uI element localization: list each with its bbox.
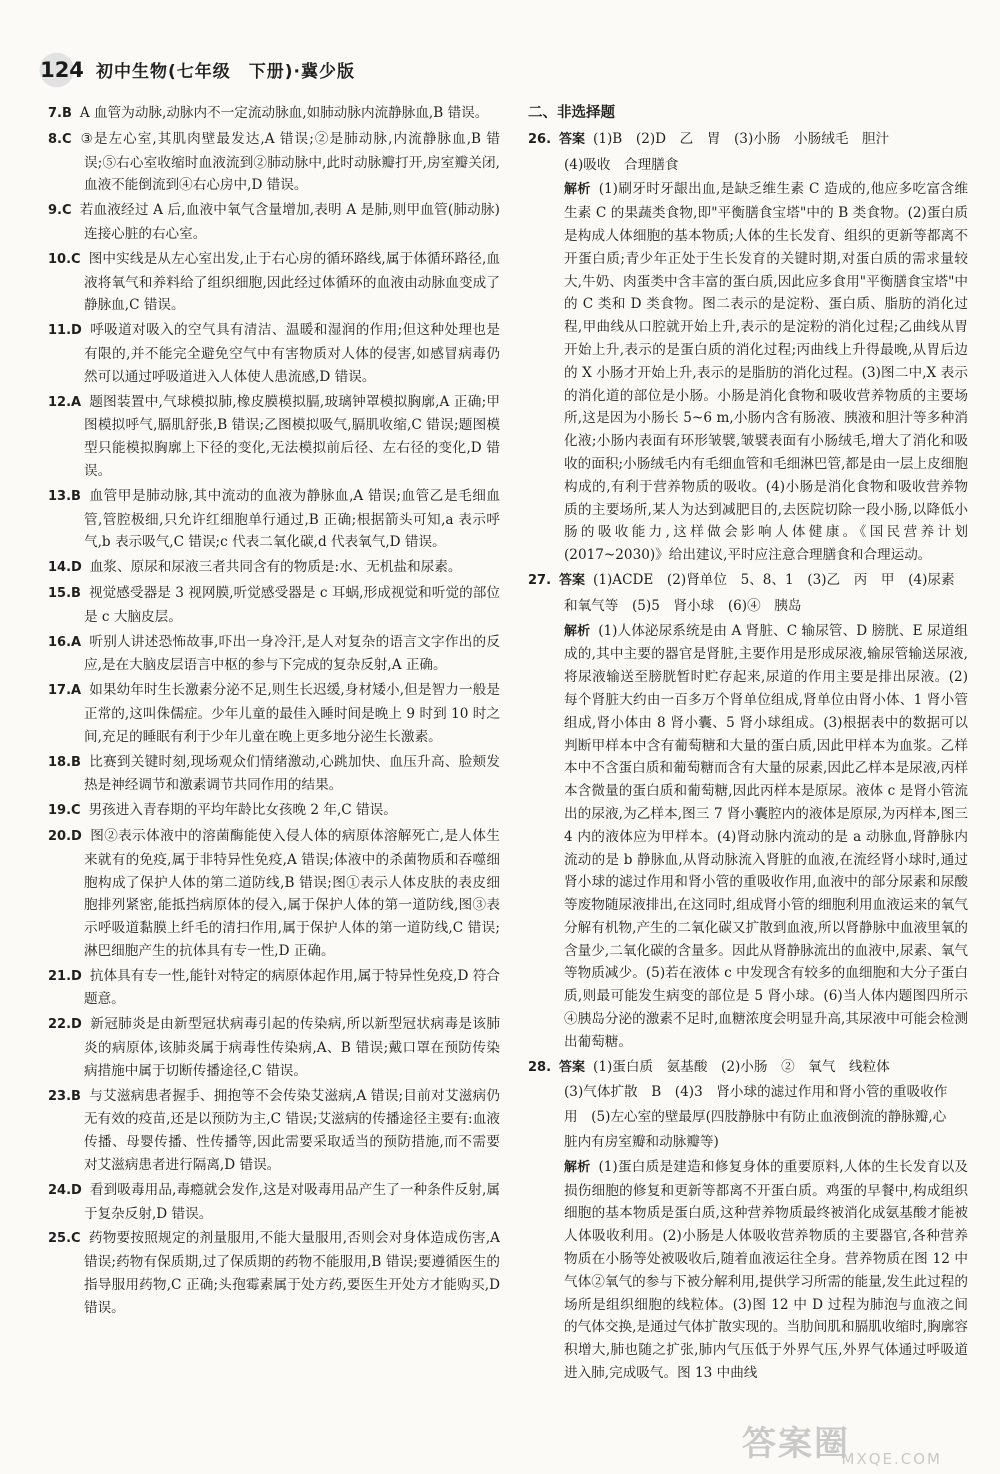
answer-item-number: 19.C <box>48 803 81 819</box>
answer-item <box>48 319 500 388</box>
answer-item <box>48 391 500 483</box>
answer-item-number: 7.B <box>48 106 72 121</box>
answer-item-number: 22.D <box>48 1017 82 1033</box>
q27-answer-line-1 <box>528 569 968 593</box>
q27-answer-line-2: 和氧气等 (5)5 肾小球 (6)④ 胰岛 <box>564 597 802 614</box>
q28-analysis-text: (1)蛋白质是建造和修复身体的重要原料,人体的生长发育以及损伤细胞的修复和更新等都离不开蛋白质。鸡蛋的早餐中,构成组织细胞的基本物质是蛋白质,这种营养物质最终被消化成氨基酸才能被人体吸收利用。(2)小肠是人体吸收营养物质的主要器官,各种营养物质在小肠等处被吸收后,随着血液运往全身。营养物质在图 12 中气体②氧气的参与下被分解利用,提供学习所需的能量,发生此过程的场所是组织细胞的线粒体。(3)图 12 中 D 过程为肺泡与血液之间的气体交换,是通过气体扩散实现的。当肋间肌和膈肌收缩时,胸廓容积增大,肺也随之扩张,肺内气压低于外界气压,外界气体通过呼吸道进入肺,完成吸气。图 13 中曲线 <box>564 1158 968 1382</box>
watermark <box>742 1416 972 1468</box>
answer-item <box>48 248 500 317</box>
answer-item-number: 13.B <box>48 488 81 504</box>
answer-item <box>48 199 500 246</box>
answer-item <box>48 631 500 678</box>
q28-analysis-label: 解析 <box>564 1159 591 1175</box>
answer-item <box>48 965 500 1012</box>
answer-item <box>48 128 500 197</box>
page-number: 124 <box>36 50 88 90</box>
q27-answer-label: 答案 <box>559 572 586 588</box>
answer-item-text: 药物要按照规定的剂量服用,不能大量服用,否则会对身体造成伤害,A 错误;药物有保质期,过了保质期的药物不能服用,B 错误;要遵循医生的指导服用药物,C 正确;头孢霉素属于处方药,要医生开处方才能购买,D 错误。 <box>84 1230 500 1316</box>
answer-item-number: 21.D <box>48 968 82 984</box>
question-27 <box>528 569 968 1054</box>
answer-item-number: 20.D <box>48 828 82 844</box>
q27-answer-text-1: (1)ACDE (2)肾单位 5、8、1 (3)乙 丙 甲 (4)尿素 <box>593 571 955 588</box>
q28-answer-label: 答案 <box>559 1059 586 1075</box>
q26-analysis <box>528 178 968 567</box>
answer-item <box>48 1227 500 1319</box>
answer-item-number: 9.C <box>48 203 72 219</box>
answer-item <box>48 102 500 126</box>
answer-item-text: 看到吸毒用品,毒瘾就会发作,这是对吸毒用品产生了一种条件反射,属于复杂反射,D 错误。 <box>84 1181 500 1222</box>
answer-item-text: 如果幼年时生长激素分泌不足,则生长迟缓,身材矮小,但是智力一般是正常的,这叫侏儒症。少年儿童的最佳入睡时间是晚上 9 时到 10 时之间,充足的睡眠有利于少年儿童在晚上更多地分泌生长激素。 <box>84 682 500 745</box>
q26-analysis-text: (1)刷牙时牙龈出血,是缺乏维生素 C 造成的,他应多吃富含维生素 C 的果蔬类食物,即"平衡膳食宝塔"中的 B 类食物。(2)蛋白质是构成人体细胞的基本物质;人体的生长发育、组织的更新等都离不开蛋白质;青少年正处于生长发育的关键时期,对蛋白质的需求量较大,牛奶、肉蛋类中含丰富的蛋白质,因此应多食用"平衡膳食宝塔"中的 C 类和 D 类食物。图二表示的是淀粉、蛋白质、脂肪的消化过程,甲曲线从口腔就开始上升,表示的是淀粉的消化过程;乙曲线从胃开始上升,表示的是蛋白质的消化过程;丙曲线上升得最晚,从胃后边的 X 小肠才开始上升,表示的是脂肪的消化过程。(3)图二中,X 表示的消化道的部位是小肠。小肠是消化食物和吸收营养物质的主要场所,这是因为小肠长 5~6 m,小肠内含有肠液、胰液和胆汁等多种消化液;小肠内表面有环形皱襞,皱襞表面有小肠绒毛,增大了消化和吸收的面积;小肠绒毛内有毛细血管和毛细淋巴管,都是由一层上皮细胞构成的,有利于营养物质的吸收。(4)小肠是消化食物和吸收营养物质的主要场所,某人为达到减肥目的,去医院切除一段小肠,以降低小肠的吸收能力,这样做会影响人体健康。《国民营养计划(2017~2030)》给出建议,平时应注意合理膳食和合理运动。 <box>564 181 968 564</box>
q28-analysis <box>528 1156 968 1385</box>
answer-item <box>48 582 500 629</box>
answer-item-number: 16.A <box>48 634 82 650</box>
q26-answer-line-2: (4)吸收 合理膳食 <box>564 156 679 173</box>
q28-answer-line-1 <box>528 1056 968 1080</box>
answer-item <box>48 485 500 554</box>
answer-item-text: 图中实线是从左心室出发,止于右心房的循环路线,属于体循环路径,血液将氧气和养料给了组织细胞,因此经过体循环的血液由动脉血变成了静脉血,C 错误。 <box>84 250 500 314</box>
answer-item-text: 血浆、原尿和尿液三者共同含有的物质是:水、无机盐和尿素。 <box>89 559 462 576</box>
answer-item-number: 25.C <box>48 1231 81 1247</box>
answer-item-text: 血管甲是肺动脉,其中流动的血液为静脉血,A 错误;血管乙是毛细血管,管腔极细,只允许红细胞单行通过,B 正确;根据箭头可知,a 表示呼气,b 表示吸气,C 错误;c 代表二氧化碳,d 代表氧气,D 错误。 <box>84 487 500 551</box>
answer-item-number: 24.D <box>48 1182 82 1198</box>
answer-item-number: 11.D <box>48 323 82 339</box>
answer-item-number: 10.C <box>48 251 81 267</box>
q26-analysis-label: 解析 <box>564 182 591 198</box>
question-26 <box>528 128 968 567</box>
answer-item-number: 12.A <box>48 394 82 410</box>
right-column <box>528 102 968 1387</box>
answer-item-text: 视觉感受器是 3 视网膜,听觉感受器是 c 耳蜗,形成视觉和听觉的部位是 c 大脑皮层。 <box>84 584 500 625</box>
answer-item <box>48 825 500 963</box>
q28-number: 28. <box>528 1059 552 1075</box>
answer-item-text: A 血管为动脉,动脉内不一定流动脉血,如肺动脉内流静脉血,B 错误。 <box>79 105 489 121</box>
q28-answer-line-2: (3)气体扩散 B (4)3 肾小球的滤过作用和肾小管的重吸收作 <box>564 1084 948 1101</box>
left-column <box>48 102 500 1322</box>
section-title: 二、非选择题 <box>528 105 615 121</box>
q26-answer-label: 答案 <box>559 131 586 147</box>
answer-item <box>48 751 500 798</box>
answer-item-number: 18.B <box>48 754 81 770</box>
answer-item-text: 题图装置中,气球模拟肺,橡皮膜模拟膈,玻璃钟罩模拟胸廓,A 正确;甲图模拟呼气,膈肌舒张,B 错误;乙图模拟吸气,膈肌收缩,C 错误;题图模型只能模拟胸廓上下径的变化,无法模拟前后径、左右径的变化,D 错误。 <box>84 393 500 479</box>
answer-item <box>48 1085 500 1177</box>
q28-answer-line-4: 脏内有房室瓣和动脉瓣等) <box>564 1134 719 1151</box>
q28-answer-text-1: (1)蛋白质 氨基酸 (2)小肠 ② 氧气 线粒体 <box>593 1058 890 1075</box>
answer-item <box>48 556 500 580</box>
answer-item-text: 男孩进入青春期的平均年龄比女孩晚 2 年,C 错误。 <box>88 802 397 819</box>
answer-item-text: ③是左心室,其肌肉壁最发达,A 错误;②是肺动脉,内流静脉血,B 错误;⑤右心室收缩时血液流到②肺动脉中,此时动脉瓣打开,房室瓣关闭,血液不能倒流到④右心房中,D 错误。 <box>79 130 500 194</box>
answer-item-text: 与艾滋病患者握手、拥抱等不会传染艾滋病,A 错误;目前对艾滋病仍无有效的疫苗,还是以预防为主,C 错误;艾滋病的传播途径主要有:血液传播、母婴传播、性传播等,因此需要采取适当的预防措施,而不需要对艾滋病患者进行隔离,D 错误。 <box>84 1087 500 1174</box>
answer-item <box>48 1013 500 1082</box>
answer-item-text: 听别人讲述恐怖故事,吓出一身冷汗,是人对复杂的语言文字作出的反应,是在大脑皮层语言中枢的参与下完成的复杂反射,A 正确。 <box>84 633 500 674</box>
q27-number: 27. <box>528 572 552 588</box>
page-header <box>36 50 966 90</box>
answer-item-number: 23.B <box>48 1088 81 1104</box>
q26-answer-line-1 <box>528 128 968 152</box>
q26-number: 26. <box>528 131 552 147</box>
answer-item <box>48 1179 500 1226</box>
answer-item-number: 8.C <box>48 131 72 147</box>
answer-item <box>48 679 500 748</box>
question-28 <box>528 1056 968 1385</box>
q28-answer-line-3: 用 (5)左心室的壁最厚(四肢静脉中有防止血液倒流的静脉瓣,心 <box>564 1109 947 1126</box>
answer-item-number: 15.B <box>48 585 81 601</box>
answer-item <box>48 799 500 823</box>
book-title: 初中生物(七年级 下册)·冀少版 <box>96 62 355 82</box>
q27-analysis-label: 解析 <box>564 623 591 639</box>
answer-item-number: 17.A <box>48 683 82 699</box>
answer-item-text: 若血液经过 A 后,血液中氧气含量增加,表明 A 是肺,则甲血管(肺动脉)连接心脏的右心室。 <box>79 202 500 242</box>
answer-item-text: 比赛到关键时刻,现场观众们情绪激动,心跳加快、血压升高、脸颊发热是神经调节和激素调节共同作用的结果。 <box>84 753 500 794</box>
q27-analysis <box>528 620 968 1054</box>
answer-item-text: 抗体具有专一性,能针对特定的病原体起作用,属于特异性免疫,D 符合题意。 <box>84 967 500 1008</box>
watermark-logo-text: 答案圈 <box>742 1424 850 1464</box>
answer-item-text: 新冠肺炎是由新型冠状病毒引起的传染病,所以新型冠状病毒是该肺炎的病原体,该肺炎属于病毒性传染病,A、B 错误;戴口罩在预防传染病措施中属于切断传播途径,C 错误。 <box>84 1016 500 1079</box>
answer-item-text: 图②表示体液中的溶菌酶能使入侵人体的病原体溶解死亡,是人体生来就有的免疫,属于非特异性免疫,A 错误;体液中的杀菌物质和吞噬细胞构成了保护人体的第二道防线,B 错误;图①表示人体皮肤的表皮细胞排列紧密,能抵挡病原体的侵入,属于保护人体的第一道防线,图③表示呼吸道黏膜上纤毛的清扫作用,属于保护人体的第一道防线,C 错误;淋巴细胞产生的抗体具有专一性,D 正确。 <box>84 827 500 959</box>
answer-item-text: 呼吸道对吸入的空气具有清洁、温暖和湿润的作用;但这种处理也是有限的,并不能完全避免空气中有害物质对人体的侵害,如感冒病毒仍然可以通过呼吸道进入人体使人患流感,D 错误。 <box>84 322 500 385</box>
answer-item-number: 14.D <box>48 560 82 576</box>
q26-answer-text-1: (1)B (2)D 乙 胃 (3)小肠 小肠绒毛 胆汁 <box>593 130 890 147</box>
watermark-url: MXQE.COM <box>841 1450 942 1468</box>
q27-analysis-text: (1)人体泌尿系统是由 A 肾脏、C 输尿管、D 膀胱、E 尿道组成的,其中主要的器官是肾脏,主要作用是形成尿液,输尿管输送尿液,将尿液输送至膀胱暂时贮存起来,尿道的作用主要是排出尿液。(2)每个肾脏大约由一百多万个肾单位组成,肾单位由肾小体、1 肾小管组成,肾小体由 8 肾小囊、5 肾小球组成。(3)根据表中的数据可以判断甲样本中含有葡萄糖和大量的蛋白质,因此甲样本为血浆。乙样本中不含蛋白质和葡萄糖而含有大量的尿素,因此乙样本是尿液,丙样本含微量的蛋白质和葡萄糖,因此丙样本是原尿。液体 c 是肾小管流出的尿液,为乙样本,图三 7 肾小囊腔内的液体是原尿,为丙样本,图三 4 内的液体应为甲样本。(4)肾动脉内流动的是 a 动脉血,肾静脉内流动的是 b 静脉血,从肾动脉流入肾脏的血液,在流经肾小球时,通过肾小球的滤过作用和肾小管的重吸收作用,血液中的部分尿素和尿酸等废物随尿液排出,在这同时,组成肾小管的细胞利用血液运来的氧气分解有机物,产生的二氧化碳又扩散到血液,所以肾静脉中血液里氧的含量少,二氧化碳的含量多。因此从肾静脉流出的血液中,尿素、氧气等物质减少。(5)若在液体 c 中发现含有较多的血细胞和大分子蛋白质,则最可能发生病变的部位是 5 肾小球。(6)当人体内题图四所示④胰岛分泌的激素不足时,血糖浓度会明显升高,其尿液中可能会检测出葡萄糖。 <box>564 622 968 1050</box>
